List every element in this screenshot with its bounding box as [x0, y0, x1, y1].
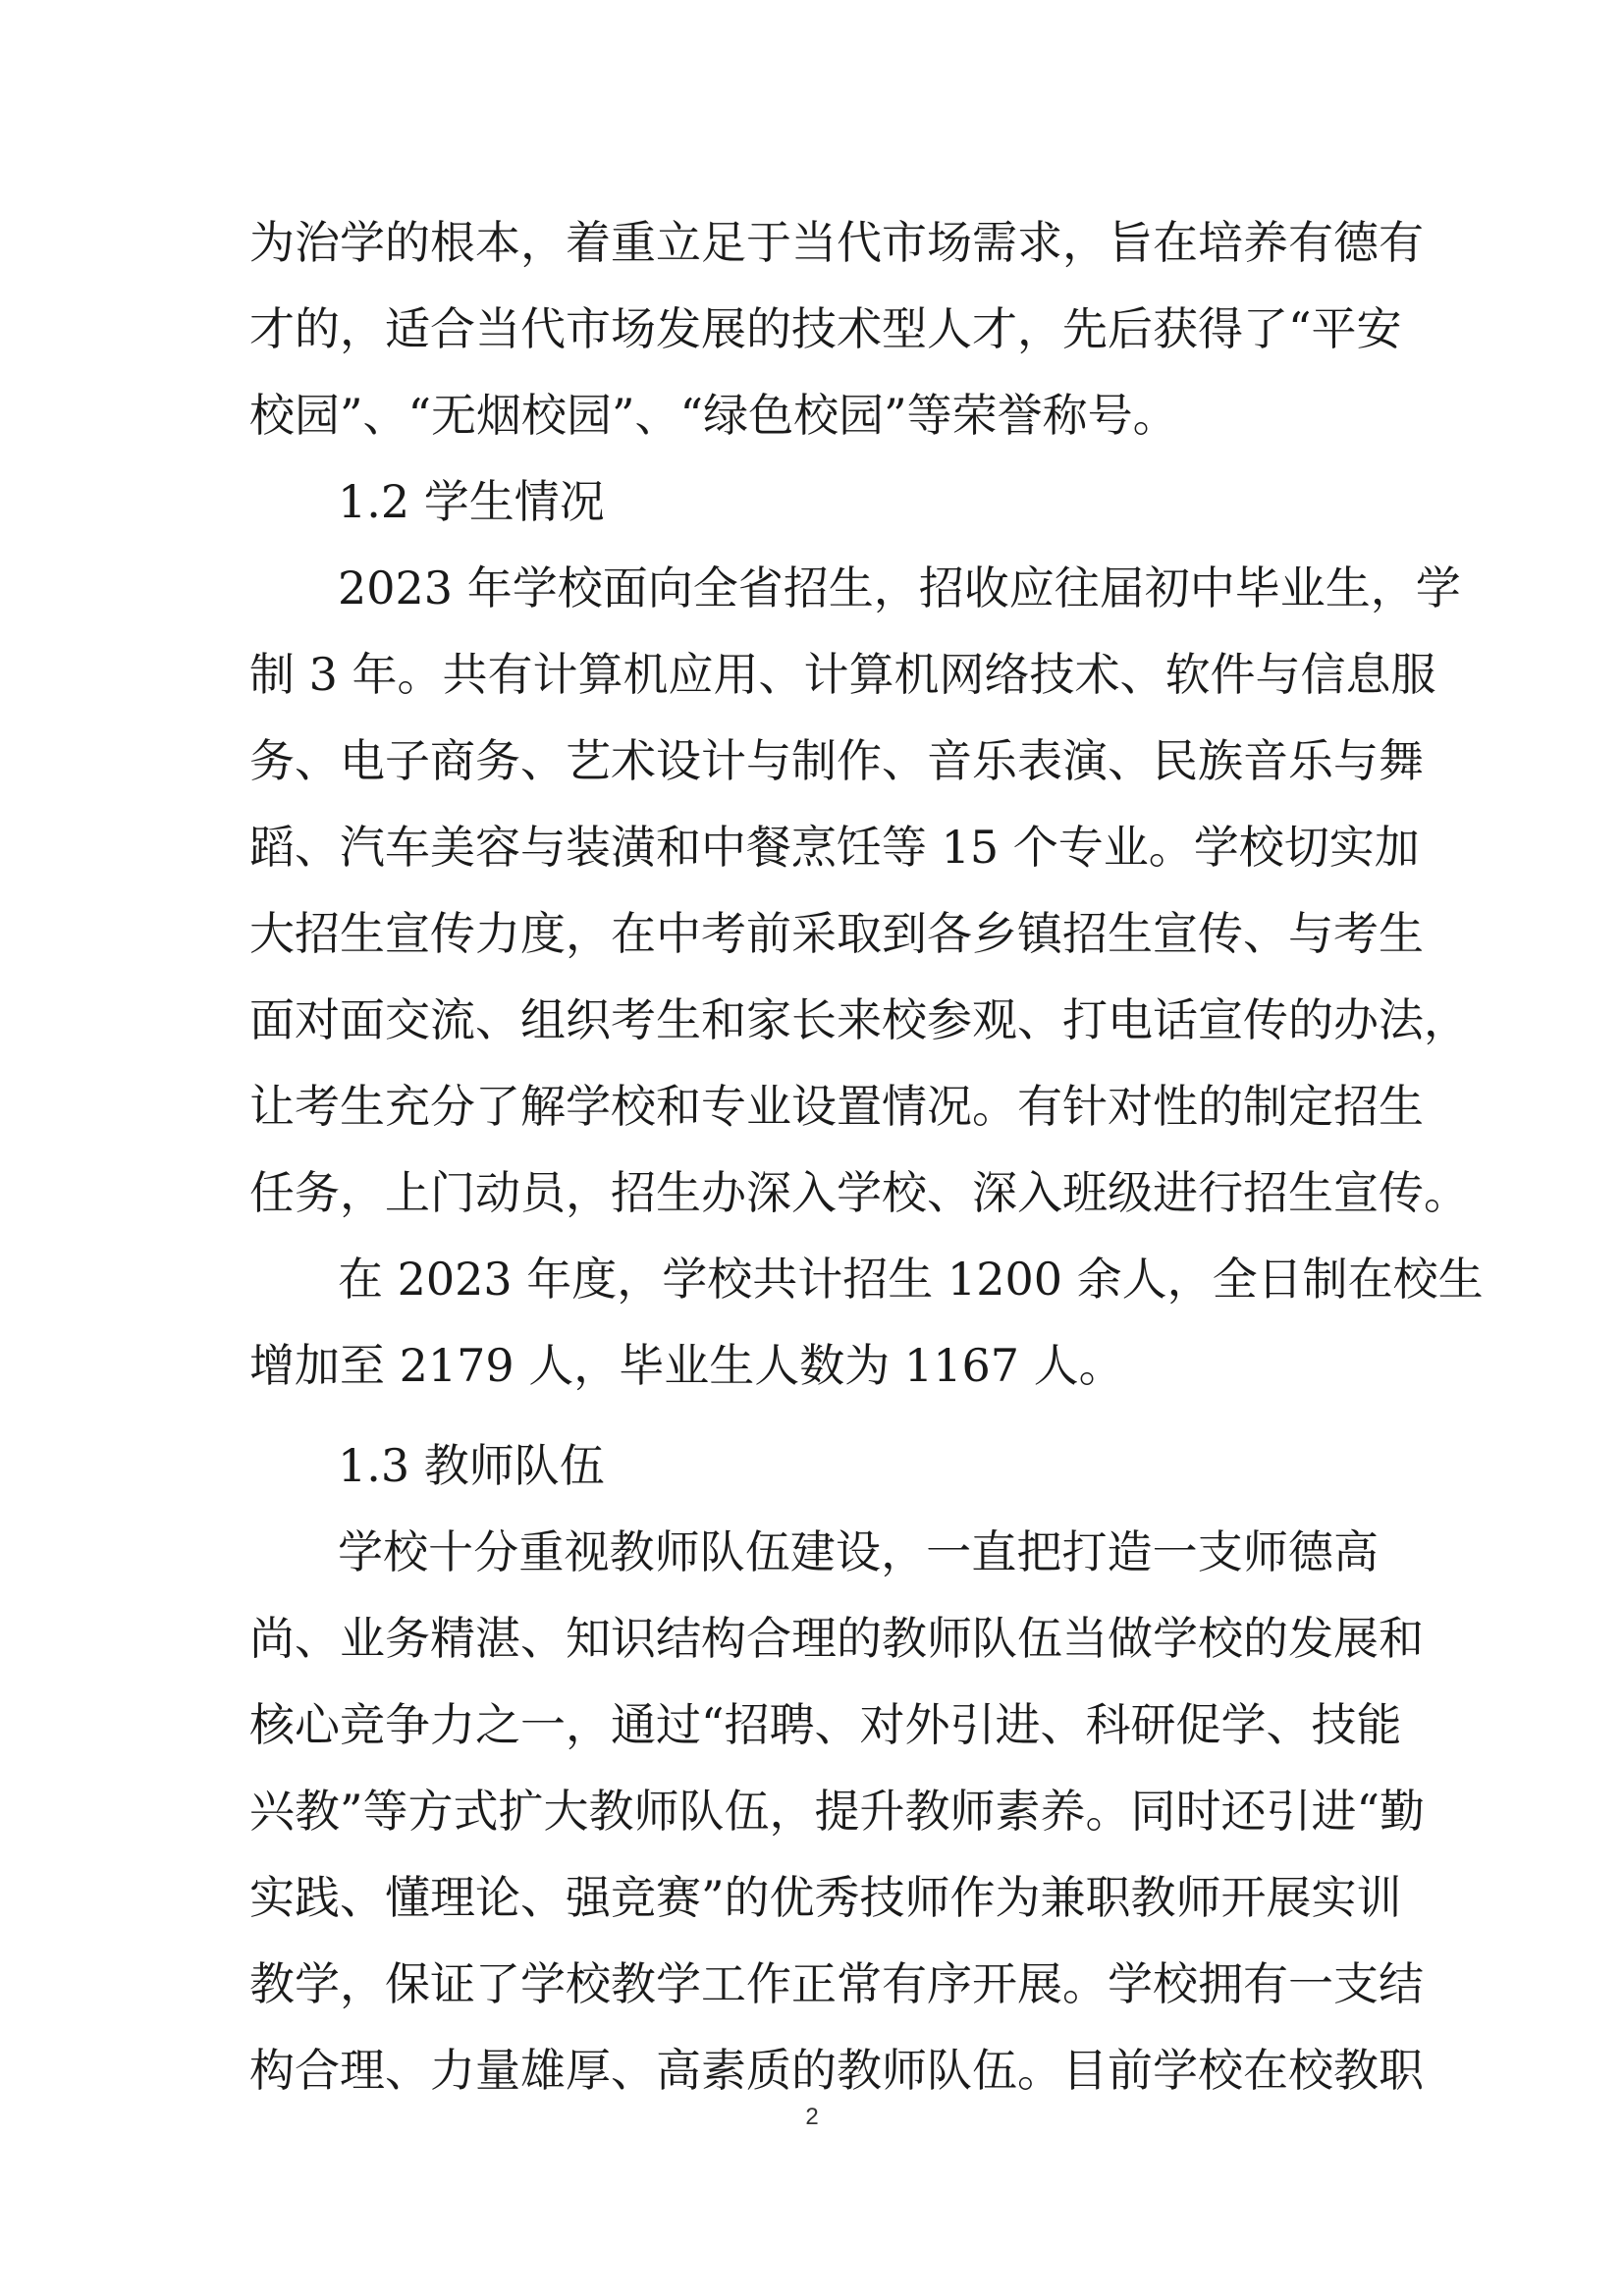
paragraph-line: 为治学的根本，着重立足于当代市场需求，旨在培养有德有 — [249, 216, 1424, 269]
section-heading-teacher-team: 1.3 教师队伍 — [338, 1439, 605, 1492]
paragraph-line: 在 2023 年度，学校共计招生 1200 余人，全日制在校生 — [338, 1253, 1484, 1306]
paragraph-line: 大招生宣传力度，在中考前采取到各乡镇招生宣传、与考生 — [249, 907, 1424, 960]
section-heading-student-info: 1.2 学生情况 — [338, 475, 605, 528]
paragraph-line: 蹈、汽车美容与装潢和中餐烹饪等 15 个专业。学校切实加 — [249, 821, 1420, 874]
paragraph-line: 构合理、力量雄厚、高素质的教师队伍。目前学校在校教职 — [249, 2044, 1424, 2097]
paragraph-line: 才的，适合当代市场发展的技术型人才，先后获得了“平安 — [249, 302, 1402, 355]
paragraph-line: 增加至 2179 人，毕业生人数为 1167 人。 — [249, 1339, 1124, 1392]
paragraph-line: 任务，上门动员，招生办深入学校、深入班级进行招生宣传。 — [249, 1166, 1469, 1219]
paragraph-line: 校园”、“无烟校园”、“绿色校园”等荣誉称号。 — [249, 389, 1178, 442]
page-number: 2 — [805, 2104, 819, 2130]
paragraph-line: 核心竞争力之一，通过“招聘、对外引进、科研促学、技能 — [249, 1698, 1402, 1751]
paragraph-line: 实践、懂理论、强竞赛”的优秀技师作为兼职教师开展实训 — [249, 1871, 1402, 1924]
paragraph-line: 务、电子商务、艺术设计与制作、音乐表演、民族音乐与舞 — [249, 734, 1424, 787]
paragraph-line: 教学，保证了学校教学工作正常有序开展。学校拥有一支结 — [249, 1957, 1424, 2010]
paragraph-line: 兴教”等方式扩大教师队伍，提升教师素养。同时还引进“勤 — [249, 1785, 1426, 1838]
paragraph-line: 学校十分重视教师队伍建设，一直把打造一支师德高 — [338, 1525, 1379, 1578]
paragraph-line: 制 3 年。共有计算机应用、计算机网络技术、软件与信息服 — [249, 648, 1436, 701]
paragraph-line: 让考生充分了解学校和专业设置情况。有针对性的制定招生 — [249, 1080, 1424, 1133]
paragraph-line: 面对面交流、组织考生和家长来校参观、打电话宣传的办法， — [249, 993, 1469, 1046]
paragraph-line: 尚、业务精湛、知识结构合理的教师队伍当做学校的发展和 — [249, 1612, 1424, 1665]
paragraph-line: 2023 年学校面向全省招生，招收应往届初中毕业生，学 — [338, 561, 1461, 614]
